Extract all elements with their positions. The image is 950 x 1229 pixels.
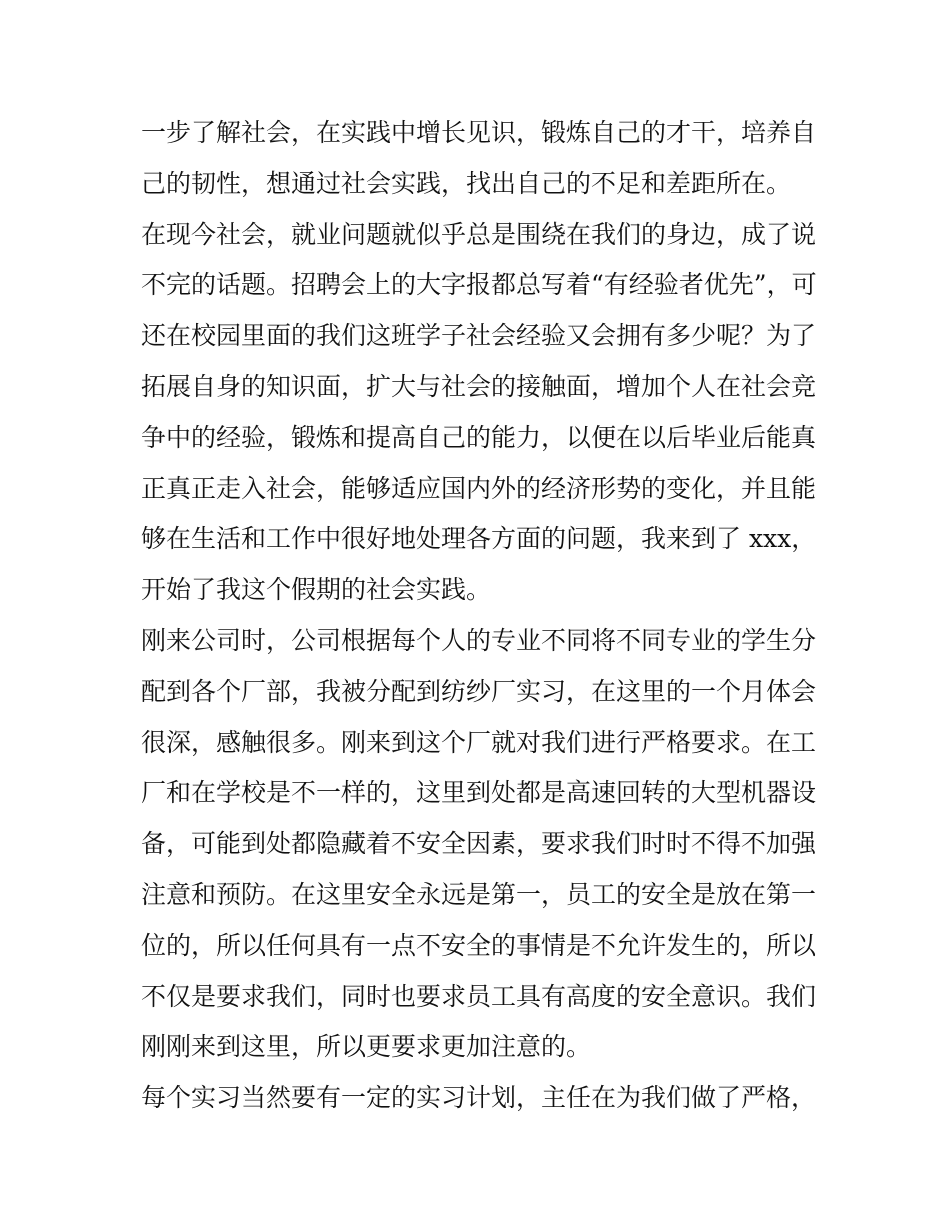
- text-line: 开始了我这个假期的社会实践。: [141, 575, 492, 605]
- text-line: 不完的话题。招聘会上的大字报都总写着“有经验者优先”，可: [141, 270, 817, 300]
- text-line: 位的，所以任何具有一点不安全的事情是不允许发生的，所以: [141, 930, 817, 960]
- text-line: 厂和在学校是不一样的，这里到处都是高速回转的大型机器设: [141, 778, 817, 808]
- text-line: 不仅是要求我们，同时也要求员工具有高度的安全意识。我们: [141, 981, 817, 1011]
- text-line: 还在校园里面的我们这班学子社会经验又会拥有多少呢？为了: [141, 321, 817, 351]
- body-text: [141, 108, 821, 1124]
- text-line: 刚来公司时，公司根据每个人的专业不同将不同专业的学生分: [141, 625, 817, 655]
- text-line: 拓展自身的知识面，扩大与社会的接触面，增加个人在社会竞: [141, 371, 817, 401]
- text-line: 正真正走入社会，能够适应国内外的经济形势的变化，并且能: [141, 473, 817, 503]
- text-line: 争中的经验，锻炼和提高自己的能力，以便在以后毕业后能真: [141, 422, 817, 452]
- text-line: 在现今社会，就业问题就似乎总是围绕在我们的身边，成了说: [141, 219, 817, 249]
- text-line: 配到各个厂部，我被分配到纺纱厂实习，在这里的一个月体会: [141, 676, 817, 706]
- text-line: 一步了解社会，在实践中增长见识，锻炼自己的才干，培养自: [141, 118, 817, 147]
- text-line: 己的韧性，想通过社会实践，找出自己的不足和差距所在。: [141, 168, 792, 198]
- text-line: 够在生活和工作中很好地处理各方面的问题，我来到了 xxx，: [141, 524, 817, 554]
- text-line: 很深，感触很多。刚来到这个厂就对我们进行严格要求。在工: [141, 727, 817, 757]
- text-line: 注意和预防。在这里安全永远是第一，员工的安全是放在第一: [141, 879, 817, 909]
- text-line: 每个实习当然要有一定的实习计划，主任在为我们做了严格，: [141, 1083, 817, 1113]
- text-line: 刚刚来到这里，所以更要求更加注意的。: [141, 1032, 592, 1062]
- text-line: 备，可能到处都隐藏着不安全因素，要求我们时时不得不加强: [141, 829, 817, 859]
